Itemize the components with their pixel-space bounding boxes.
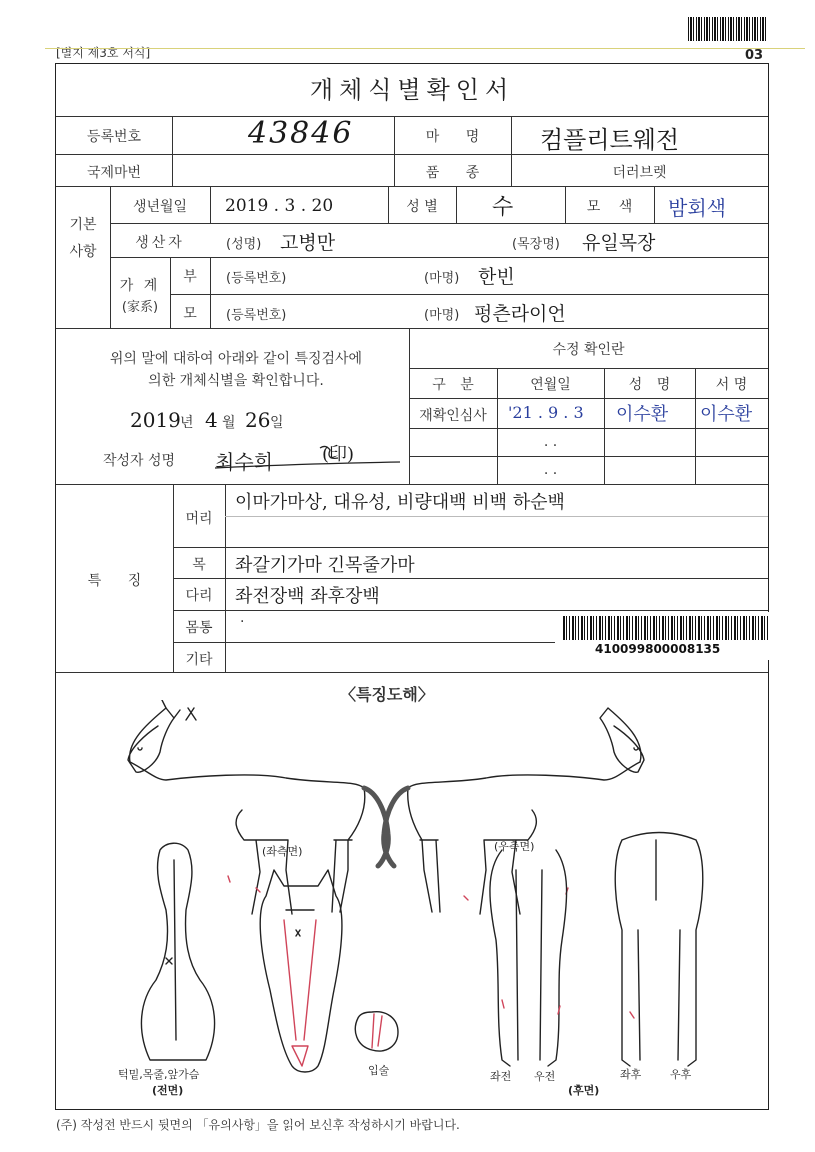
diagram-title: 〈특징도해〉 — [340, 685, 434, 704]
date-year-unit: 년 — [180, 415, 194, 431]
color-label: 모 색 — [586, 199, 633, 215]
features-section-label: 특 징 — [87, 573, 142, 589]
date-day: 26 — [245, 408, 271, 432]
statement-line1: 위의 말에 대하여 아래와 같이 특징검사에 — [109, 351, 363, 367]
dam-name-value: 펑츤라이언 — [474, 303, 566, 325]
feature-head-label: 머리 — [185, 511, 213, 527]
farm-label: (목장명) — [512, 237, 560, 252]
birth-label: 생년월일 — [132, 199, 188, 215]
hind-right-label: 우후 — [670, 1068, 692, 1081]
sire-name-label: (마명) — [424, 271, 460, 286]
horse-diagram — [56, 700, 768, 1108]
writer-value: 최수희 — [215, 450, 273, 474]
reg-no-label: 등록번호 — [86, 129, 142, 145]
form-title: 개체식별확인서 — [309, 76, 515, 104]
birth-value: 2019 . 3 . 20 — [225, 196, 334, 216]
rear-label: (후면) — [568, 1084, 600, 1097]
sire-reg-label: (등록번호) — [226, 271, 287, 286]
sticker-barcode-icon — [563, 616, 769, 640]
dam-name-label: (마명) — [424, 308, 460, 323]
revision-row-date: '21 . 9 . 3 — [508, 403, 584, 422]
revision-row-sign: 이수환 — [700, 404, 753, 425]
farm-value: 유일목장 — [582, 232, 656, 254]
dam-reg-label: (등록번호) — [226, 308, 287, 323]
color-value: 밤회색 — [668, 196, 726, 220]
front-label: (전면) — [152, 1084, 184, 1097]
revision-col-date: 연월일 — [530, 377, 571, 393]
basic-section-label: 기본사항 — [69, 217, 97, 260]
feature-body-label: 몸통 — [185, 620, 213, 636]
horse-name-label: 마 명 — [425, 129, 480, 145]
barcode-icon — [688, 17, 768, 41]
feature-other-label: 기타 — [185, 652, 213, 668]
fore-right-label: 우전 — [534, 1070, 556, 1083]
writer-label: 작성자 성명 — [103, 453, 176, 469]
front-neck-icon — [141, 843, 214, 1060]
revision-title: 수정 확인란 — [552, 342, 625, 358]
date-month-unit: 월 — [222, 415, 236, 431]
writer-seal: (印) — [322, 444, 355, 465]
sex-label: 성 별 — [406, 199, 438, 215]
right-side-label: (우측면) — [494, 840, 535, 853]
top-rule — [45, 48, 805, 49]
revision-col-type: 구 분 — [432, 377, 474, 393]
lip-icon — [355, 1012, 398, 1051]
head-front-icon — [260, 870, 342, 1072]
reg-no-value: 43846 — [248, 116, 354, 151]
revision-row-name: 이수환 — [616, 404, 669, 425]
page-number: 03 — [745, 48, 764, 63]
feature-legs-value: 좌전장백 좌후장백 — [235, 586, 380, 607]
date-day-unit: 일 — [270, 415, 284, 431]
revision-col-sign: 서 명 — [715, 377, 748, 393]
pedigree-hanja: (家系) — [121, 300, 159, 315]
feature-neck-label: 목 — [192, 557, 206, 573]
breed-label: 품 종 — [425, 165, 480, 181]
date-year: 2019 — [130, 408, 181, 432]
lip-caption: 입술 — [368, 1064, 390, 1077]
feature-head-value: 이마가마상, 대유성, 비량대백 비백 하순백 — [235, 492, 565, 513]
sticker-number: 410099800008135 — [595, 642, 721, 656]
signature-stroke — [210, 442, 410, 472]
statement-line2: 의한 개체식별을 확인합니다. — [148, 373, 324, 389]
form-label: [별지 제3호 서식] — [56, 46, 151, 60]
rear-view-icon — [615, 833, 703, 1067]
left-side-label: (좌측면) — [262, 845, 303, 858]
breed-value: 더러브렛 — [612, 165, 667, 181]
horse-name-value: 컴플리트웨전 — [540, 126, 680, 154]
sire-name-value: 한빈 — [478, 266, 515, 288]
front-legs-icon — [490, 850, 567, 1066]
feature-body-value: · — [240, 614, 245, 630]
sex-value: 수 — [492, 195, 514, 220]
right-side-horse-icon — [384, 708, 644, 914]
producer-name-value: 고병만 — [280, 232, 336, 254]
footnote: (주) 작성전 반드시 뒷면의 「유의사항」을 읽어 보신후 작성하시기 바랍니다. — [56, 1118, 460, 1132]
revision-col-name: 성 명 — [628, 377, 671, 393]
producer-label: 생산자 — [135, 235, 185, 251]
revision-row-date: . . — [543, 462, 558, 478]
revision-row-date: . . — [543, 434, 558, 450]
dam-label: 모 — [183, 306, 197, 322]
producer-name-label: (성명) — [226, 237, 262, 252]
date-month: 4 — [205, 408, 218, 432]
front-caption: 턱밑,목줄,앞가슴 — [118, 1068, 200, 1081]
revision-row-type: 재확인심사 — [419, 408, 487, 424]
sire-label: 부 — [183, 269, 197, 285]
left-side-horse-icon — [128, 700, 388, 914]
hind-left-label: 좌후 — [620, 1068, 642, 1081]
pedigree-label: 가 계 — [119, 278, 161, 294]
fore-left-label: 좌전 — [490, 1070, 512, 1083]
feature-legs-label: 다리 — [185, 588, 213, 604]
feature-neck-value: 좌갈기가마 긴목줄가마 — [235, 555, 415, 576]
intl-no-label: 국제마번 — [86, 165, 142, 181]
